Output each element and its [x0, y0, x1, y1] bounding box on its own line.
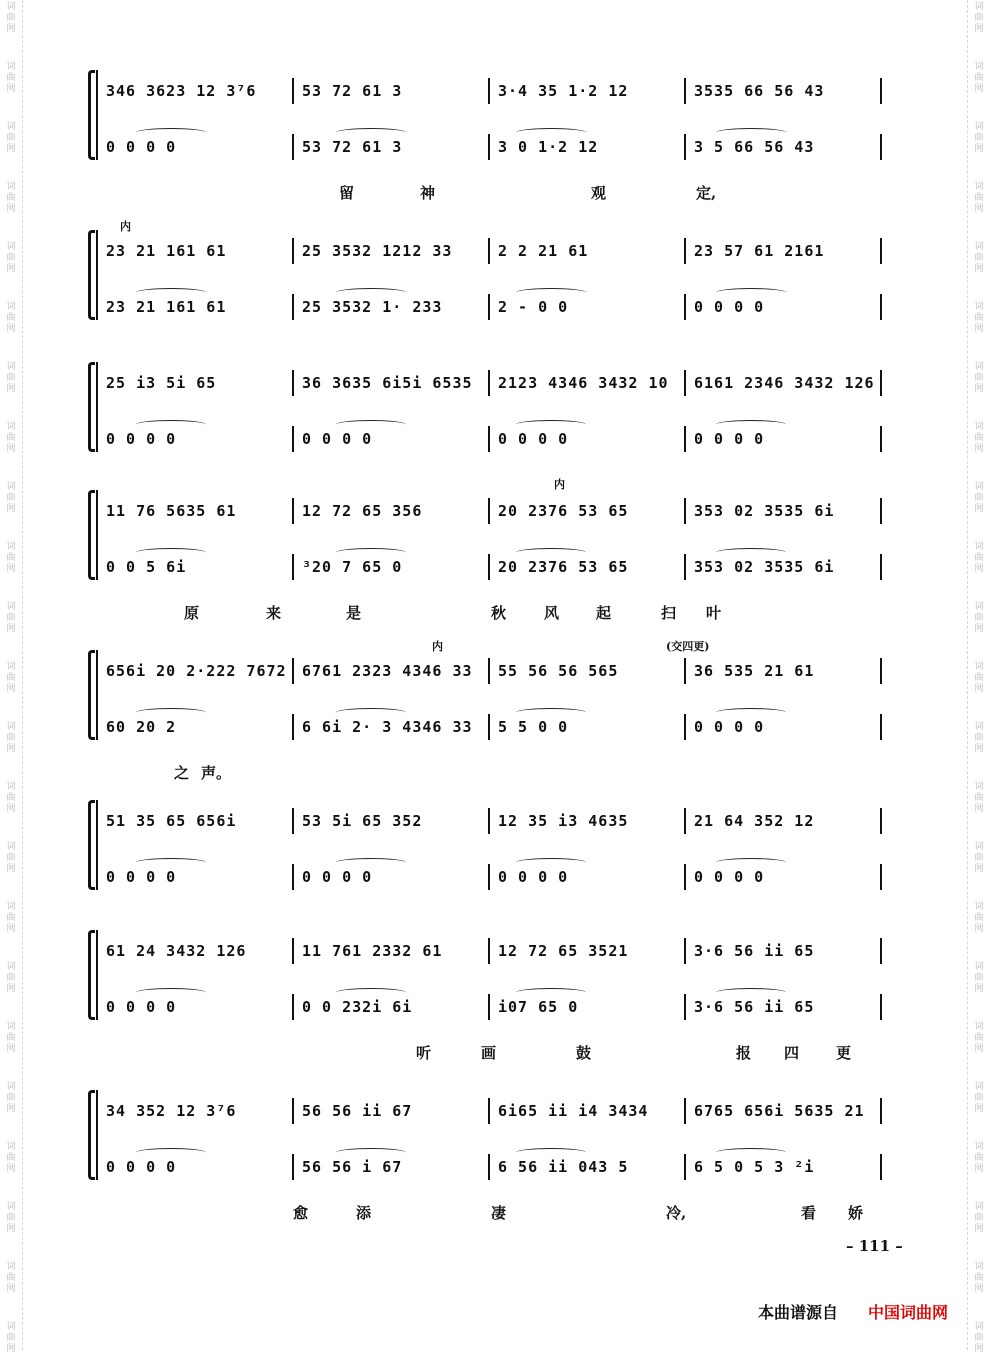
measure: 3535 66 56 43	[694, 78, 882, 104]
watermark-text: 词 曲 网	[974, 122, 984, 154]
system-bracket	[88, 800, 95, 890]
measure: 12 72 65 3521	[498, 938, 686, 964]
slur-mark	[516, 708, 586, 717]
lyric-char: 来	[266, 604, 282, 622]
slur-mark	[336, 548, 406, 557]
score-system	[96, 362, 900, 502]
system-bracket	[88, 1090, 95, 1180]
watermark-text: 词 曲 网	[974, 662, 984, 694]
score-system	[96, 70, 900, 210]
watermark-text: 词 曲 网	[974, 2, 984, 34]
measure: 0 0 0 0	[694, 714, 882, 740]
slur-mark	[336, 1148, 406, 1157]
lyric-char: 看	[801, 1204, 817, 1222]
measure: 23 21 161 61	[106, 238, 294, 264]
lyric-char: 画	[481, 1044, 497, 1062]
watermark-text: 词 曲 网	[974, 722, 984, 754]
system-barline	[96, 930, 98, 1020]
slur-mark	[516, 858, 586, 867]
measure: 0 0 0 0	[498, 864, 686, 890]
slur-mark	[516, 128, 586, 137]
system-barline	[96, 800, 98, 890]
watermark-text: 词 曲 网	[6, 182, 16, 214]
measure: 3 0 1·2 12	[498, 134, 686, 160]
slur-mark	[336, 128, 406, 137]
slur-mark	[136, 288, 206, 297]
system-bracket	[88, 362, 95, 452]
watermark-text: 词 曲 网	[6, 782, 16, 814]
measure: 20 2376 53 65	[498, 554, 686, 580]
measure: 61 24 3432 126	[106, 938, 294, 964]
measure: 353 02 3535 6i	[694, 498, 882, 524]
slur-mark	[716, 128, 786, 137]
footer-site-name[interactable]: 中国词曲网	[868, 1303, 949, 1322]
watermark-text: 词 曲 网	[974, 1022, 984, 1054]
measure: 0 0 0 0	[694, 426, 882, 452]
system-barline	[96, 650, 98, 740]
watermark-text: 词 曲 网	[974, 482, 984, 514]
watermark-text: 词 曲 网	[6, 242, 16, 274]
upper-part-row	[106, 498, 900, 524]
lyric-char: 添	[356, 1204, 372, 1222]
lyric-char: 观	[591, 184, 607, 202]
measure: 20 2376 53 65	[498, 498, 686, 524]
watermark-text: 词 曲 网	[6, 842, 16, 874]
measure: 21 64 352 12	[694, 808, 882, 834]
measure: 23 57 61 2161	[694, 238, 882, 264]
system-bracket	[88, 930, 95, 1020]
performance-mark: 内	[432, 640, 443, 653]
measure: 11 761 2332 61	[302, 938, 490, 964]
slur-mark	[136, 1148, 206, 1157]
watermark-text: 词 曲 网	[6, 662, 16, 694]
measure: 36 3635 6i5i 6535	[302, 370, 490, 396]
system-bracket	[88, 650, 95, 740]
measure: 0 0 0 0	[106, 134, 294, 160]
slur-mark	[716, 548, 786, 557]
system-barline	[96, 1090, 98, 1180]
upper-part-row	[106, 938, 900, 964]
slur-mark	[136, 708, 206, 717]
lower-part-row	[106, 864, 900, 890]
watermark-text: 词 曲 网	[974, 422, 984, 454]
slur-mark	[336, 420, 406, 429]
slur-mark	[716, 420, 786, 429]
watermark-text: 词 曲 网	[974, 302, 984, 334]
measure: 6761 2323 4346 33	[302, 658, 490, 684]
measure: 6161 2346 3432 126	[694, 370, 882, 396]
measure: 0 0 0 0	[694, 294, 882, 320]
measure: 656i 20 2·222 7672	[106, 658, 294, 684]
measure: 51 35 65 656i	[106, 808, 294, 834]
watermark-text: 词 曲 网	[974, 842, 984, 874]
watermark-text: 词 曲 网	[974, 602, 984, 634]
measure: 23 21 161 61	[106, 294, 294, 320]
watermark-text: 词 曲 网	[6, 1262, 16, 1294]
measure: 12 72 65 356	[302, 498, 490, 524]
measure: 0 0 0 0	[694, 864, 882, 890]
watermark-text: 词 曲 网	[974, 1322, 984, 1354]
lower-part-row	[106, 714, 900, 740]
measure: 5 5 0 0	[498, 714, 686, 740]
watermark-text: 词 曲 网	[6, 302, 16, 334]
lyric-char: 起	[596, 604, 612, 622]
lyric-char: 秋	[491, 604, 507, 622]
slur-mark	[136, 548, 206, 557]
measure: 0 0 5 6i	[106, 554, 294, 580]
page-number: – 111 –	[846, 1237, 903, 1255]
watermark-text: 词 曲 网	[6, 422, 16, 454]
performance-mark: 内	[120, 220, 131, 233]
upper-part-row	[106, 808, 900, 834]
lyric-char: 留	[339, 184, 355, 202]
measure: 2 2 21 61	[498, 238, 686, 264]
watermark-text: 词 曲 网	[6, 962, 16, 994]
measure: 2123 4346 3432 10	[498, 370, 686, 396]
measure: 53 72 61 3	[302, 78, 490, 104]
lyric-char: 报	[736, 1044, 752, 1062]
watermark-text: 词 曲 网	[6, 482, 16, 514]
section-mark: (交四更)	[666, 640, 710, 653]
watermark-text: 词 曲 网	[6, 362, 16, 394]
measure: 60 20 2	[106, 714, 294, 740]
slur-mark	[716, 1148, 786, 1157]
measure: i07 65 0	[498, 994, 686, 1020]
measure: 0 0 0 0	[106, 426, 294, 452]
watermark-text: 词 曲 网	[974, 1082, 984, 1114]
lower-part-row	[106, 294, 900, 320]
upper-part-row	[106, 370, 900, 396]
lyric-char: 愈	[293, 1204, 309, 1222]
watermark-text: 词 曲 网	[974, 1262, 984, 1294]
lower-part-row	[106, 1154, 900, 1180]
slur-mark	[716, 708, 786, 717]
measure: 2 - 0 0	[498, 294, 686, 320]
lyric-char: 神	[420, 184, 436, 202]
watermark-text: 词 曲 网	[974, 782, 984, 814]
measure: 6 6i 2· 3 4346 33	[302, 714, 490, 740]
measure: 3·4 35 1·2 12	[498, 78, 686, 104]
score-system	[96, 220, 900, 370]
lyric-char: 冷,	[666, 1204, 687, 1222]
slur-mark	[516, 988, 586, 997]
slur-mark	[716, 288, 786, 297]
measure: 6 56 ii 043 5	[498, 1154, 686, 1180]
measure: 36 535 21 61	[694, 658, 882, 684]
measure: 0 0 0 0	[106, 994, 294, 1020]
measure: 3·6 56 ii 65	[694, 994, 882, 1020]
slur-mark	[336, 988, 406, 997]
lyric-char: 扫	[661, 604, 677, 622]
watermark-text: 词 曲 网	[6, 122, 16, 154]
performance-mark: 内	[554, 478, 565, 491]
lower-part-row	[106, 994, 900, 1020]
slur-mark	[516, 548, 586, 557]
lyric-char: 风	[544, 604, 560, 622]
measure: 0 0 0 0	[302, 864, 490, 890]
score-system	[96, 1090, 900, 1230]
slur-mark	[136, 858, 206, 867]
lyric-char: 四	[784, 1044, 800, 1062]
measure: 25 3532 1· 233	[302, 294, 490, 320]
system-barline	[96, 230, 98, 320]
slur-mark	[716, 858, 786, 867]
measure: 55 56 56 565	[498, 658, 686, 684]
lyric-char: 是	[346, 604, 362, 622]
slur-mark	[516, 420, 586, 429]
system-barline	[96, 70, 98, 160]
watermark-text: 词 曲 网	[6, 2, 16, 34]
lyric-char: 原	[184, 604, 200, 622]
footer-source-label: 本曲谱源自	[758, 1303, 839, 1322]
system-barline	[96, 362, 98, 452]
lyric-char: 叶	[706, 604, 722, 622]
slur-mark	[136, 128, 206, 137]
watermark-text: 词 曲 网	[974, 362, 984, 394]
upper-part-row	[106, 78, 900, 104]
measure: 3·6 56 ii 65	[694, 938, 882, 964]
measure: ³20 7 65 0	[302, 554, 490, 580]
measure: 34 352 12 3⁷6	[106, 1098, 294, 1124]
measure: 6i65 ii i4 3434	[498, 1098, 686, 1124]
lyric-char: 娇	[848, 1204, 864, 1222]
measure: 0 0 0 0	[302, 426, 490, 452]
measure: 56 56 ii 67	[302, 1098, 490, 1124]
score-system	[96, 800, 900, 940]
lyric-char: 声。	[201, 764, 232, 782]
watermark-text: 词 曲 网	[6, 1202, 16, 1234]
watermark-text: 词 曲 网	[6, 1082, 16, 1114]
measure: 12 35 i3 4635	[498, 808, 686, 834]
measure: 53 5i 65 352	[302, 808, 490, 834]
slur-mark	[516, 288, 586, 297]
slur-mark	[716, 988, 786, 997]
watermark-text: 词 曲 网	[974, 1142, 984, 1174]
watermark-text: 词 曲 网	[6, 902, 16, 934]
watermark-text: 词 曲 网	[974, 542, 984, 574]
watermark-text: 词 曲 网	[6, 1322, 16, 1354]
watermark-text: 词 曲 网	[974, 62, 984, 94]
slur-mark	[516, 1148, 586, 1157]
slur-mark	[336, 288, 406, 297]
lyric-char: 更	[836, 1044, 852, 1062]
system-barline	[96, 490, 98, 580]
lower-part-row	[106, 554, 900, 580]
watermark-text: 词 曲 网	[974, 242, 984, 274]
score-system	[96, 930, 900, 1070]
watermark-text: 词 曲 网	[6, 542, 16, 574]
watermark-text: 词 曲 网	[974, 962, 984, 994]
slur-mark	[336, 708, 406, 717]
score-system	[96, 478, 900, 630]
lower-part-row	[106, 134, 900, 160]
watermark-text: 词 曲 网	[6, 1022, 16, 1054]
measure: 0 0 232i 6i	[302, 994, 490, 1020]
measure: 0 0 0 0	[106, 1154, 294, 1180]
system-bracket	[88, 230, 95, 320]
lyric-char: 鼓	[576, 1044, 592, 1062]
measure: 25 i3 5i 65	[106, 370, 294, 396]
measure: 3 5 66 56 43	[694, 134, 882, 160]
measure: 346 3623 12 3⁷6	[106, 78, 294, 104]
measure: 25 3532 1212 33	[302, 238, 490, 264]
lyric-char: 定,	[696, 184, 717, 202]
watermark-text: 词 曲 网	[974, 182, 984, 214]
watermark-text: 词 曲 网	[974, 902, 984, 934]
watermark-text: 词 曲 网	[6, 62, 16, 94]
measure: 53 72 61 3	[302, 134, 490, 160]
watermark-text: 词 曲 网	[6, 602, 16, 634]
measure: 353 02 3535 6i	[694, 554, 882, 580]
system-bracket	[88, 70, 95, 160]
lyric-char: 听	[416, 1044, 432, 1062]
measure: 11 76 5635 61	[106, 498, 294, 524]
measure: 6765 656i 5635 21	[694, 1098, 882, 1124]
lower-part-row	[106, 426, 900, 452]
watermark-text: 词 曲 网	[974, 1202, 984, 1234]
upper-part-row	[106, 658, 900, 684]
lyric-char: 之	[174, 764, 190, 782]
slur-mark	[136, 420, 206, 429]
measure: 6 5 0 5 3 ²i	[694, 1154, 882, 1180]
measure: 0 0 0 0	[106, 864, 294, 890]
system-bracket	[88, 490, 95, 580]
score-system	[96, 640, 900, 790]
measure: 0 0 0 0	[498, 426, 686, 452]
watermark-text: 词 曲 网	[6, 1142, 16, 1174]
upper-part-row	[106, 238, 900, 264]
watermark-text: 词 曲 网	[6, 722, 16, 754]
lyric-char: 凄	[491, 1204, 507, 1222]
upper-part-row	[106, 1098, 900, 1124]
slur-mark	[136, 988, 206, 997]
slur-mark	[336, 858, 406, 867]
measure: 56 56 i 67	[302, 1154, 490, 1180]
